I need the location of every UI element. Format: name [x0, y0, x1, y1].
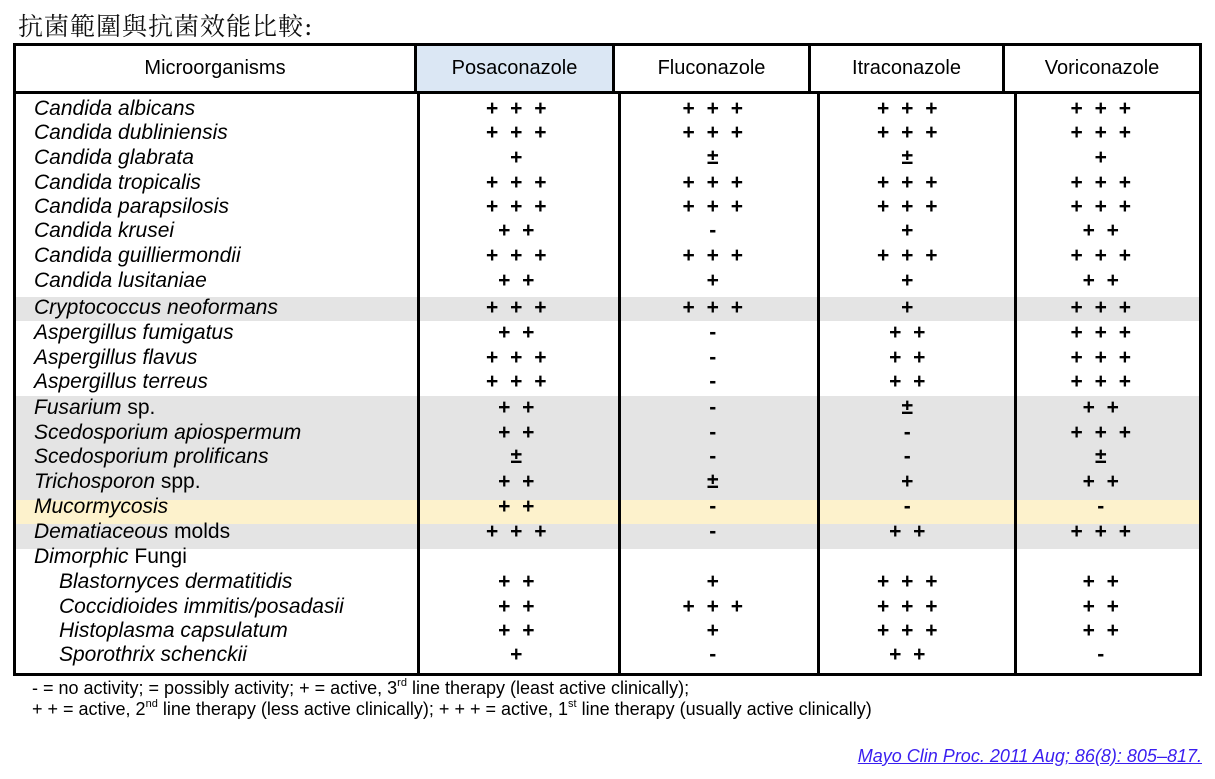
- table-row: [16, 244, 1199, 268]
- activity-cell: + + +: [877, 595, 941, 618]
- activity-cell: + +: [498, 219, 538, 242]
- activity-cell: +: [706, 269, 722, 292]
- activity-cell: +: [510, 643, 526, 666]
- organism-name: [16, 97, 416, 121]
- header-itraconazole: Itraconazole: [811, 46, 1005, 91]
- activity-cell: -: [709, 445, 720, 468]
- table-row: [16, 296, 1199, 320]
- organism-italic: Candida guilliermondii: [34, 244, 241, 267]
- organism-name: [16, 396, 416, 420]
- activity-cell: + +: [498, 421, 538, 444]
- organism-name: [16, 219, 416, 243]
- organism-suffix: molds: [168, 520, 231, 543]
- activity-cell: + +: [498, 619, 538, 642]
- activity-cell: -: [1097, 495, 1108, 518]
- activity-cell: + +: [498, 595, 538, 618]
- activity-cell: + + +: [877, 244, 941, 267]
- activity-cell: + + +: [682, 244, 746, 267]
- activity-cell: -: [709, 321, 720, 344]
- activity-cell: + + +: [877, 171, 941, 194]
- activity-cell: -: [903, 421, 914, 444]
- activity-cell: + + +: [877, 97, 941, 120]
- activity-cell: + + +: [1070, 244, 1134, 267]
- organism-name: [16, 321, 416, 345]
- antifungal-comparison-table: [13, 43, 1202, 676]
- organism-italic: Coccidioides immitis/posadasii: [59, 595, 344, 618]
- organism-italic: Fusarium: [34, 396, 122, 419]
- table-row: [16, 171, 1199, 195]
- column-divider: [1014, 94, 1017, 673]
- activity-cell: + + +: [682, 121, 746, 144]
- activity-cell: ±: [901, 146, 917, 169]
- organism-italic: Candida tropicalis: [34, 171, 201, 194]
- table-row: [16, 643, 1199, 667]
- activity-cell: + + +: [682, 195, 746, 218]
- table-row: [16, 421, 1199, 445]
- table-row: [16, 269, 1199, 293]
- activity-cell: + +: [498, 321, 538, 344]
- organism-italic: Blastornyces dermatitidis: [59, 570, 293, 593]
- organism-italic: Scedosporium apiospermum: [34, 421, 302, 444]
- activity-cell: + +: [1082, 595, 1122, 618]
- header-microorganisms: Microorganisms: [16, 46, 417, 91]
- activity-cell: -: [709, 520, 720, 543]
- header-posaconazole: Posaconazole: [417, 46, 615, 91]
- organism-name: [16, 570, 416, 594]
- activity-cell: + + +: [486, 97, 550, 120]
- column-divider: [618, 94, 621, 673]
- activity-cell: + +: [889, 321, 929, 344]
- activity-cell: +: [901, 219, 917, 242]
- organism-italic: Histoplasma capsulatum: [59, 619, 288, 642]
- activity-cell: + +: [498, 269, 538, 292]
- activity-cell: + + +: [682, 296, 746, 319]
- activity-cell: + + +: [1070, 520, 1134, 543]
- table-row: [16, 346, 1199, 370]
- activity-cell: +: [901, 470, 917, 493]
- organism-italic: Sporothrix schenckii: [59, 643, 247, 666]
- organism-italic: Dematiaceous: [34, 520, 169, 543]
- activity-cell: -: [709, 396, 720, 419]
- organism-name: [16, 643, 416, 667]
- activity-cell: + +: [498, 396, 538, 419]
- organism-italic: Candida lusitaniae: [34, 269, 207, 292]
- organism-italic: Aspergillus flavus: [34, 346, 198, 369]
- organism-italic: Aspergillus fumigatus: [34, 321, 234, 344]
- table-row: [16, 520, 1199, 544]
- table-row: [16, 595, 1199, 619]
- activity-cell: -: [709, 219, 720, 242]
- organism-name: [16, 296, 416, 320]
- organism-name: [16, 171, 416, 195]
- activity-cell: + + +: [1070, 121, 1134, 144]
- activity-cell: + + +: [682, 97, 746, 120]
- organism-italic: Candida parapsilosis: [34, 195, 229, 218]
- activity-cell: -: [709, 495, 720, 518]
- organism-italic: Candida albicans: [34, 97, 196, 120]
- organism-name: [16, 470, 416, 494]
- table-row: [16, 121, 1199, 145]
- activity-cell: +: [901, 296, 917, 319]
- table-row: [16, 619, 1199, 643]
- activity-cell: + +: [889, 346, 929, 369]
- activity-cell: +: [706, 570, 722, 593]
- activity-cell: + + +: [1070, 171, 1134, 194]
- table-row: [16, 545, 1199, 569]
- table-row: [16, 570, 1199, 594]
- activity-cell: + +: [1082, 570, 1122, 593]
- activity-cell: +: [1094, 146, 1110, 169]
- activity-cell: -: [903, 495, 914, 518]
- activity-cell: + +: [889, 520, 929, 543]
- activity-cell: + + +: [877, 570, 941, 593]
- header-voriconazole: Voriconazole: [1044, 57, 1160, 79]
- table-row: [16, 195, 1199, 219]
- activity-cell: + + +: [486, 121, 550, 144]
- activity-cell: + +: [1082, 269, 1122, 292]
- organism-italic: Candida dubliniensis: [34, 121, 228, 144]
- activity-cell: + +: [1082, 470, 1122, 493]
- activity-cell: [1006, 545, 1200, 569]
- organism-italic: Aspergillus terreus: [34, 370, 208, 393]
- activity-cell: + + +: [486, 171, 550, 194]
- organism-italic: Mucormycosis: [34, 495, 169, 518]
- organism-name: [16, 445, 416, 469]
- table-row: [16, 495, 1199, 519]
- activity-cell: + + +: [1070, 195, 1134, 218]
- activity-cell: [617, 545, 813, 569]
- page-title: 抗菌範圍與抗菌效能比較:: [18, 12, 314, 41]
- table-body: [16, 94, 1199, 673]
- header-fluconazole: Fluconazole: [615, 46, 811, 91]
- organism-italic: Dimorphic: [34, 545, 129, 568]
- organism-suffix: spp.: [155, 470, 201, 493]
- table-row: [16, 396, 1199, 420]
- activity-cell: + + +: [1070, 296, 1134, 319]
- legend-line-2: + + = active, 2nd line therapy (less active clinically); + + + = active, 1st line therapy (usually active clinically): [32, 698, 872, 719]
- organism-name: [16, 195, 416, 219]
- activity-cell: ±: [706, 146, 722, 169]
- activity-cell: + + +: [1070, 421, 1134, 444]
- organism-italic: Candida krusei: [34, 219, 175, 242]
- activity-cell: +: [510, 146, 526, 169]
- organism-name: [16, 346, 416, 370]
- activity-cell: +: [706, 619, 722, 642]
- activity-cell: + +: [498, 470, 538, 493]
- activity-cell: + +: [889, 643, 929, 666]
- table-row: [16, 445, 1199, 469]
- organism-name: [16, 146, 416, 170]
- organism-name: [16, 545, 416, 569]
- activity-cell: + + +: [1070, 321, 1134, 344]
- column-divider: [417, 94, 420, 673]
- legend-line-1: - = no activity; = possibly activity; + = active, 3rd line therapy (least active clinically);: [32, 677, 690, 698]
- column-divider: [817, 94, 820, 673]
- activity-cell: ±: [706, 470, 722, 493]
- activity-cell: + + +: [486, 296, 550, 319]
- organism-name: [16, 495, 416, 519]
- activity-cell: + + +: [486, 195, 550, 218]
- activity-cell: -: [903, 445, 914, 468]
- activity-cell: + +: [1082, 219, 1122, 242]
- organism-name: [16, 619, 416, 643]
- organism-name: [16, 121, 416, 145]
- organism-italic: Trichosporon: [34, 470, 155, 493]
- activity-cell: -: [709, 643, 720, 666]
- activity-cell: + + +: [1070, 97, 1134, 120]
- organism-suffix: sp.: [121, 396, 156, 419]
- table-row: [16, 97, 1199, 121]
- activity-cell: + + +: [486, 520, 550, 543]
- activity-cell: +: [901, 269, 917, 292]
- activity-cell: ±: [901, 396, 917, 419]
- organism-suffix: Fungi: [128, 545, 187, 568]
- organism-name: [16, 520, 416, 544]
- activity-cell: -: [709, 421, 720, 444]
- legend: [32, 678, 872, 720]
- organism-italic: Candida glabrata: [34, 146, 194, 169]
- activity-cell: + +: [1082, 619, 1122, 642]
- table-row: [16, 146, 1199, 170]
- activity-cell: -: [709, 370, 720, 393]
- activity-cell: + + +: [682, 171, 746, 194]
- activity-cell: -: [1097, 643, 1108, 666]
- activity-cell: + +: [1082, 396, 1122, 419]
- activity-cell: + + +: [877, 619, 941, 642]
- activity-cell: + +: [498, 570, 538, 593]
- activity-cell: ±: [510, 445, 526, 468]
- activity-cell: [812, 545, 1006, 569]
- table-row: [16, 321, 1199, 345]
- activity-cell: + + +: [877, 121, 941, 144]
- activity-cell: + + +: [486, 346, 550, 369]
- activity-cell: [419, 545, 616, 569]
- activity-cell: + +: [498, 495, 538, 518]
- activity-cell: + + +: [682, 595, 747, 618]
- activity-cell: + + +: [877, 195, 941, 218]
- organism-name: [16, 421, 416, 445]
- activity-cell: + +: [889, 370, 929, 393]
- organism-name: [16, 370, 416, 394]
- table-row: [16, 370, 1199, 394]
- organism-italic: Scedosporium prolificans: [34, 445, 269, 468]
- activity-cell: + + +: [486, 370, 550, 393]
- table-row: [16, 219, 1199, 243]
- organism-italic: Cryptococcus neoformans: [34, 296, 278, 319]
- activity-cell: ±: [1094, 445, 1110, 468]
- activity-cell: -: [709, 346, 720, 369]
- table-row: [16, 470, 1199, 494]
- table-header-row: [16, 46, 1199, 94]
- citation-link[interactable]: Mayo Clin Proc. 2011 Aug; 86(8): 805–817.: [857, 746, 1202, 766]
- activity-cell: + + +: [1070, 346, 1134, 369]
- activity-cell: + + +: [1070, 370, 1134, 393]
- organism-name: [16, 595, 416, 619]
- organism-name: [16, 269, 416, 293]
- activity-cell: + + +: [486, 244, 550, 267]
- organism-name: [16, 244, 416, 268]
